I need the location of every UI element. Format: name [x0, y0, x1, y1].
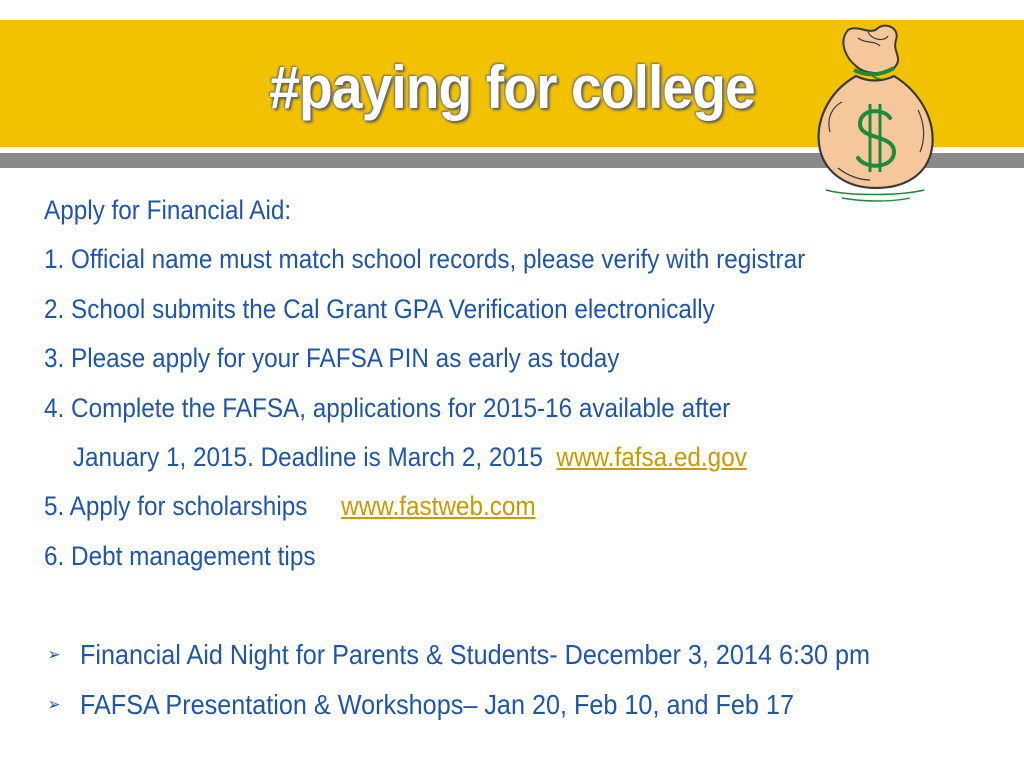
list-item [44, 482, 908, 531]
slide-title: #paying for college [269, 54, 755, 121]
deadline-text: January 1, 2015. Deadline is March 2, 2015 [72, 442, 543, 473]
arrowhead-bullet-icon: ➢ [47, 695, 61, 715]
bullet-text: FAFSA Presentation & Workshops– Jan 20, Feb 10, and Feb 17 [80, 689, 794, 721]
list-item: 2. School submits the Cal Grant GPA Verification electronically [44, 293, 715, 324]
money-bag-icon [808, 22, 940, 202]
list-item-continuation [44, 433, 908, 482]
list-item: 4. Complete the FAFSA, applications for 2015-16 available after [44, 392, 731, 423]
bullet-item [44, 630, 908, 680]
bullet-text: Financial Aid Night for Parents & Students- December 3, 2014 6:30 pm [80, 639, 871, 671]
scholarships-text: 5. Apply for scholarships [44, 491, 308, 522]
spacer [44, 581, 1004, 630]
arrowhead-bullet-icon: ➢ [47, 645, 61, 665]
list-item: 1. Official name must match school records, please verify with registrar [44, 244, 806, 275]
bullet-item [44, 680, 908, 730]
apply-heading: Apply for Financial Aid: [44, 195, 292, 225]
list-item: 3. Please apply for your FAFSA PIN as early as today [44, 343, 620, 374]
slide-body [44, 186, 1004, 730]
fastweb-link[interactable]: www.fastweb.com [341, 491, 536, 522]
list-item: 6. Debt management tips [44, 540, 316, 571]
fafsa-link[interactable]: www.fafsa.ed.gov [556, 442, 747, 473]
